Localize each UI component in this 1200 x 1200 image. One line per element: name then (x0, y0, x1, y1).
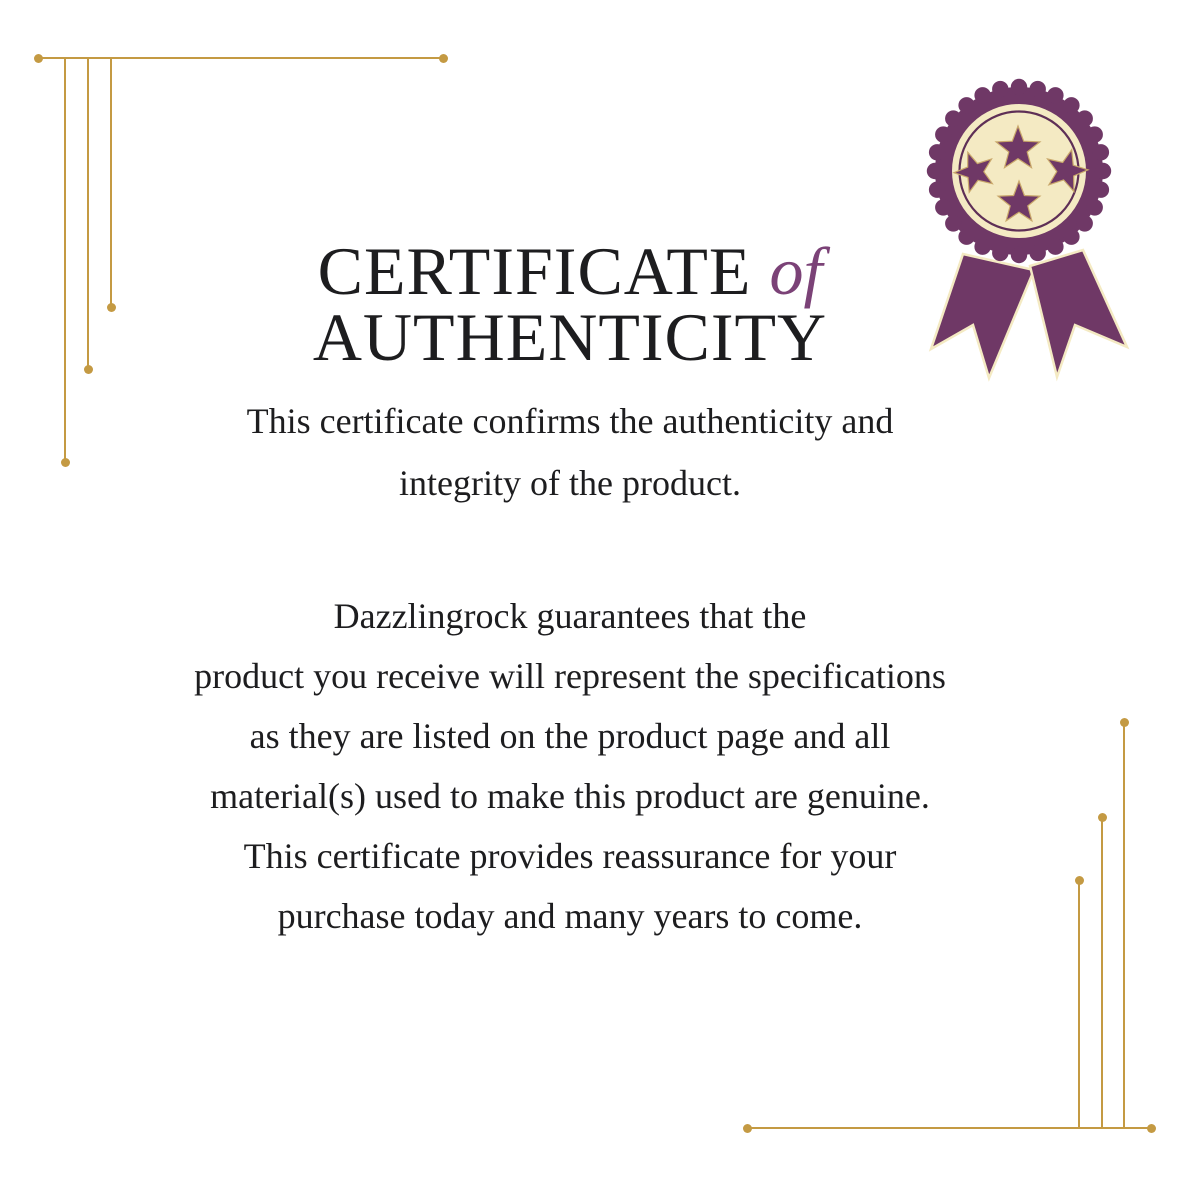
ornament-dot (743, 1124, 752, 1133)
paragraph-line: product you receive will represent the specifications (194, 656, 946, 696)
title-word-certificate: CERTIFICATE (317, 233, 752, 309)
paragraph-line: purchase today and many years to come. (277, 896, 863, 936)
ornament-dot (439, 54, 448, 63)
subtitle-line: This certificate confirms the authenticity and (246, 401, 894, 441)
ornament-dot (34, 54, 43, 63)
title-line-1 (0, 233, 1140, 309)
paragraph-line: Dazzlingrock guarantees that the (333, 596, 807, 636)
title-word-authenticity: AUTHENTICITY (312, 299, 828, 375)
guarantee-paragraph (0, 586, 1140, 946)
ornament-line (37, 57, 443, 59)
page-title (0, 233, 1140, 375)
ornament-line (747, 1127, 1151, 1129)
paragraph-line: material(s) used to make this product are genuine. (210, 776, 930, 816)
paragraph-line: as they are listed on the product page and all (249, 716, 891, 756)
paragraph-line: This certificate provides reassurance for your (243, 836, 897, 876)
subtitle (0, 390, 1140, 514)
title-word-of: of (769, 233, 823, 309)
ornament-dot (1147, 1124, 1156, 1133)
subtitle-line: integrity of the product. (399, 463, 741, 503)
